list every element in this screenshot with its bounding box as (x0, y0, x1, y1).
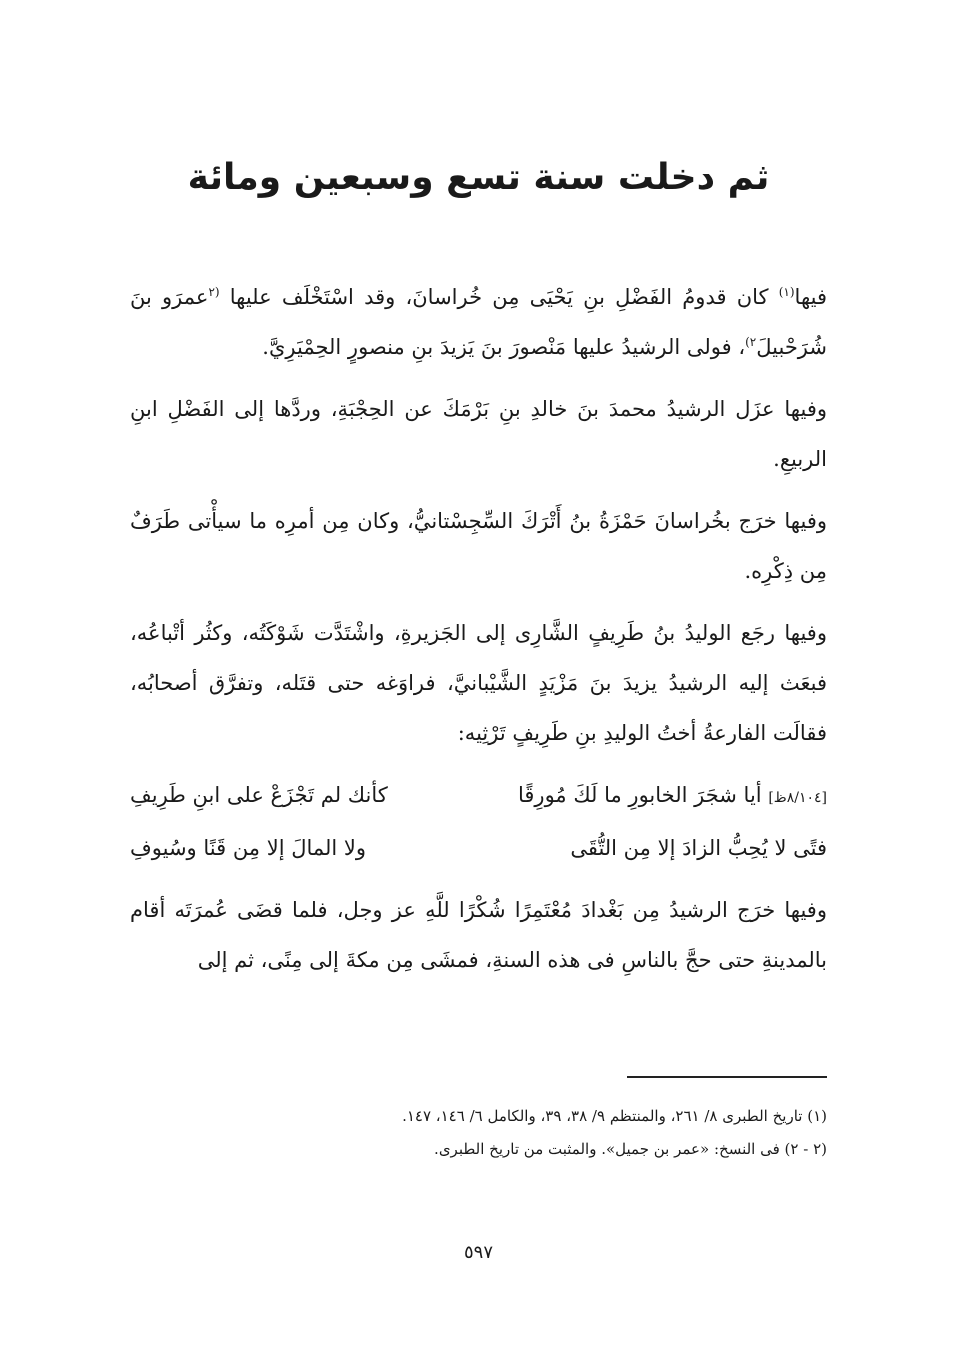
footnotes (130, 1100, 827, 1166)
footnote-marker-1: (١) (778, 285, 795, 299)
paragraph-2: وفيها عزَل الرشيدُ محمدَ بنَ خالدِ بنِ بَرْمَكَ عن الحِجْبَةِ، وردَّها إلى الفَضْلِ ابنِ الربيعِ. (130, 397, 827, 471)
paragraph-1 (130, 272, 827, 372)
body-text (130, 272, 827, 997)
footnote-separator (627, 1076, 827, 1078)
paragraph-4: وفيها رجَع الوليدُ بنُ طَرِيفٍ الشَّارِى إلى الجَزيرةِ، واشْتَدَّت شَوْكَتُه، وكثُر أتْباعُه، فبعَث إليه الرشيدُ يزيدَ بنَ مَزْيَدٍ الشَّيْبانيَّ، فراوَغه حتى قتَله، وتفرَّق أصحابُه، فقالَت الفارعةُ أختُ الوليدِ بنِ طَرِيفٍ تَرْثِيه: (130, 621, 827, 745)
page-number: ٥٩٧ (463, 1242, 493, 1263)
poem-line-1-first-hemistich (518, 770, 827, 823)
footnote-2: (٢ - ٢) فى النسخ: «عمر بن جميل». والمثبت من تاريخ الطبرى. (434, 1140, 827, 1158)
paragraph-5: وفيها خرَج الرشيدُ مِن بَغْدادَ مُعْتَمِرًا شُكْرًا للَّهِ عز وجل، فلما قضَى عُمرَتَه أقام بالمدينةِ حتى حجَّ بالناسِ فى هذه السنةِ، فمشَى مِن مكةَ إلى مِنًى، ثم إلى (130, 898, 827, 972)
poem-line-1-second-hemistich: كأنك لم تَجْزَعْ على ابنِ طَرِيفِ (130, 783, 388, 807)
footnote-marker-2-open: (٢ (208, 285, 220, 299)
chapter-title: ثم دخلت سنة تسع وسبعين ومائة (187, 157, 770, 198)
poem-line-1 (130, 770, 827, 823)
poem-line-2 (130, 823, 827, 873)
paragraph-1-start: فيها (794, 285, 828, 309)
manuscript-reference: [٨/١٠٤ظ] (768, 790, 827, 806)
poem-line-2-first-hemistich: فتًى لا يُحِبُّ الزادَ إلا مِن التُّقَى (570, 836, 827, 860)
paragraph-1-name: عمرَو بنَ شُرَحْبيلَ (130, 285, 827, 359)
poem-line-1-first-text: أيا شجَرَ الخابورِ ما لَكَ مُورِقًا (517, 783, 762, 807)
footnote-1: (١) تاريخ الطبرى ٨/ ٢٦١، والمنتظم ٩/ ٣٨، ٣٩، والكامل ٦/ ١٤٦، ١٤٧. (402, 1107, 827, 1125)
paragraph-1-end: ، فولى الرشيدُ عليها مَنْصورَ بنَ يَزيدَ بنِ منصورٍ الحِمْيَرِيَّ. (262, 335, 746, 359)
footnote-marker-2-close: ٢) (745, 335, 757, 349)
paragraph-1-middle: كان قدومُ الفَضْلِ بنِ يَحْيَى مِن خُراسانَ، وقد اسْتَخْلَف عليها (219, 285, 779, 309)
paragraph-3: وفيها خرَج بخُراسانَ حَمْزَةُ بنُ أَتْرَكَ السِّجِسْتانيُّ، وكان مِن أمرِه ما سيأْتى طَرَفٌ مِن ذِكْرِه. (130, 509, 827, 583)
poem-line-2-second-hemistich: ولا المالَ إلا مِن قَنًا وسُيوفِ (130, 836, 367, 860)
